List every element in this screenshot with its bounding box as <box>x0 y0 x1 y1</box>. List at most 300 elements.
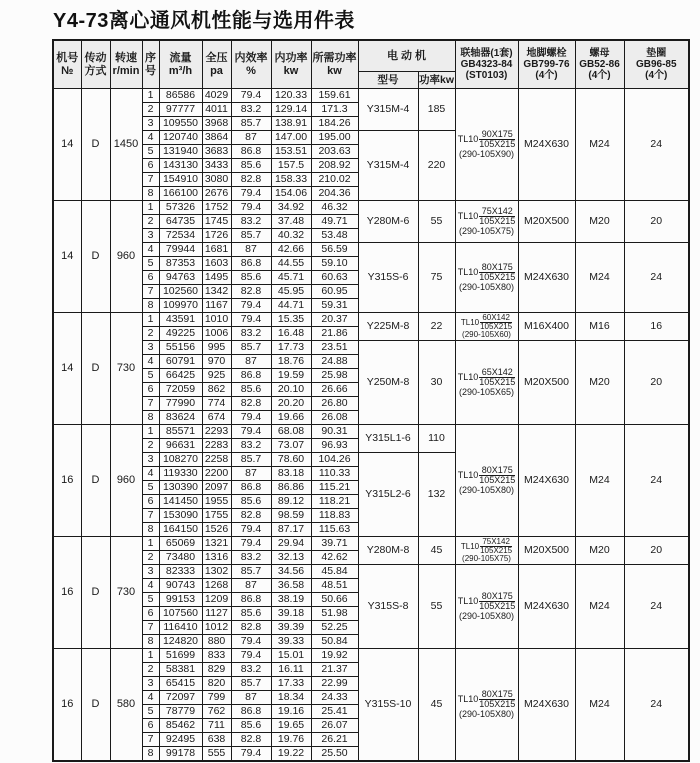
cell-efficiency: 86.8 <box>231 257 271 271</box>
cell-seq: 5 <box>142 257 159 271</box>
cell-internal-power: 18.34 <box>271 691 311 705</box>
cell-required-power: 118.83 <box>311 509 358 523</box>
cell-required-power: 195.00 <box>311 131 358 145</box>
col-nut: 螺母 GB52-86 (4个) <box>575 40 624 89</box>
cell-efficiency: 79.4 <box>231 425 271 439</box>
cell-pressure: 2676 <box>202 187 231 201</box>
cell-pressure: 762 <box>202 705 231 719</box>
cell-internal-power: 38.19 <box>271 593 311 607</box>
cell-pressure: 711 <box>202 719 231 733</box>
cell-seq: 8 <box>142 747 159 762</box>
cell-pressure: 4011 <box>202 103 231 117</box>
cell-internal-power: 19.65 <box>271 719 311 733</box>
cell-washer: 20 <box>624 341 689 425</box>
cell-nut: M24 <box>575 565 624 649</box>
table-row <box>53 201 689 215</box>
cell-motor-power: 185 <box>418 89 455 131</box>
cell-seq: 7 <box>142 621 159 635</box>
cell-seq: 2 <box>142 103 159 117</box>
cell-seq: 7 <box>142 397 159 411</box>
cell-flow: 49225 <box>159 327 202 341</box>
cell-required-power: 50.66 <box>311 593 358 607</box>
cell-motor-power: 220 <box>418 131 455 201</box>
cell-pressure: 1316 <box>202 551 231 565</box>
cell-required-power: 115.21 <box>311 481 358 495</box>
cell-efficiency: 85.6 <box>231 271 271 285</box>
cell-internal-power: 68.08 <box>271 425 311 439</box>
cell-internal-power: 19.22 <box>271 747 311 762</box>
cell-speed: 960 <box>110 425 142 537</box>
cell-seq: 3 <box>142 229 159 243</box>
cell-seq: 6 <box>142 495 159 509</box>
cell-flow: 166100 <box>159 187 202 201</box>
cell-speed: 1450 <box>110 89 142 201</box>
cell-efficiency: 87 <box>231 691 271 705</box>
cell-flow: 153090 <box>159 509 202 523</box>
cell-required-power: 52.25 <box>311 621 358 635</box>
cell-motor-power: 45 <box>418 537 455 565</box>
cell-motor-power: 45 <box>418 649 455 762</box>
cell-required-power: 26.80 <box>311 397 358 411</box>
cell-required-power: 25.50 <box>311 747 358 762</box>
cell-motor-power: 55 <box>418 201 455 243</box>
cell-internal-power: 120.33 <box>271 89 311 103</box>
cell-internal-power: 34.56 <box>271 565 311 579</box>
cell-efficiency: 87 <box>231 355 271 369</box>
cell-motor-model: Y250M-8 <box>358 341 418 425</box>
cell-internal-power: 20.20 <box>271 397 311 411</box>
cell-anchor-bolt: M20X500 <box>518 537 575 565</box>
cell-flow: 87353 <box>159 257 202 271</box>
cell-seq: 7 <box>142 173 159 187</box>
cell-seq: 7 <box>142 733 159 747</box>
cell-seq: 2 <box>142 551 159 565</box>
cell-motor-power: 30 <box>418 341 455 425</box>
cell-efficiency: 85.6 <box>231 719 271 733</box>
cell-efficiency: 85.6 <box>231 159 271 173</box>
cell-washer: 20 <box>624 537 689 565</box>
cell-flow: 55156 <box>159 341 202 355</box>
cell-pressure: 2293 <box>202 425 231 439</box>
cell-required-power: 56.59 <box>311 243 358 257</box>
cell-efficiency: 85.7 <box>231 453 271 467</box>
cell-efficiency: 79.4 <box>231 187 271 201</box>
cell-pressure: 1321 <box>202 537 231 551</box>
cell-required-power: 49.71 <box>311 215 358 229</box>
cell-seq: 3 <box>142 453 159 467</box>
cell-nut: M16 <box>575 313 624 341</box>
cell-efficiency: 83.2 <box>231 663 271 677</box>
cell-internal-power: 17.73 <box>271 341 311 355</box>
cell-efficiency: 85.7 <box>231 229 271 243</box>
cell-pressure: 674 <box>202 411 231 425</box>
cell-internal-power: 45.95 <box>271 285 311 299</box>
cell-internal-power: 16.48 <box>271 327 311 341</box>
cell-washer: 24 <box>624 89 689 201</box>
cell-seq: 4 <box>142 131 159 145</box>
cell-seq: 6 <box>142 719 159 733</box>
cell-pressure: 995 <box>202 341 231 355</box>
cell-washer: 24 <box>624 425 689 537</box>
cell-internal-power: 20.10 <box>271 383 311 397</box>
cell-pressure: 1755 <box>202 509 231 523</box>
cell-required-power: 118.21 <box>311 495 358 509</box>
cell-flow: 102560 <box>159 285 202 299</box>
cell-efficiency: 86.8 <box>231 145 271 159</box>
cell-flow: 72097 <box>159 691 202 705</box>
cell-pressure: 2258 <box>202 453 231 467</box>
cell-seq: 1 <box>142 649 159 663</box>
cell-seq: 1 <box>142 313 159 327</box>
cell-required-power: 210.02 <box>311 173 358 187</box>
cell-seq: 8 <box>142 299 159 313</box>
cell-seq: 5 <box>142 481 159 495</box>
cell-seq: 4 <box>142 691 159 705</box>
cell-flow: 124820 <box>159 635 202 649</box>
table-row <box>53 89 689 103</box>
cell-flow: 86586 <box>159 89 202 103</box>
cell-required-power: 23.51 <box>311 341 358 355</box>
cell-seq: 1 <box>142 537 159 551</box>
cell-pressure: 1302 <box>202 565 231 579</box>
cell-pressure: 862 <box>202 383 231 397</box>
cell-flow: 131940 <box>159 145 202 159</box>
cell-internal-power: 42.66 <box>271 243 311 257</box>
page-title: Y4-73离心通风机性能与选用件表 <box>53 10 355 32</box>
cell-pressure: 1726 <box>202 229 231 243</box>
cell-internal-power: 36.58 <box>271 579 311 593</box>
cell-pressure: 2097 <box>202 481 231 495</box>
cell-internal-power: 19.16 <box>271 705 311 719</box>
cell-flow: 79944 <box>159 243 202 257</box>
cell-internal-power: 19.66 <box>271 411 311 425</box>
cell-seq: 2 <box>142 439 159 453</box>
cell-seq: 8 <box>142 523 159 537</box>
cell-efficiency: 83.2 <box>231 327 271 341</box>
cell-seq: 2 <box>142 215 159 229</box>
table-row <box>53 313 689 327</box>
cell-pressure: 638 <box>202 733 231 747</box>
cell-internal-power: 15.35 <box>271 313 311 327</box>
cell-pressure: 1752 <box>202 201 231 215</box>
cell-machine-no: 16 <box>53 425 81 537</box>
cell-internal-power: 154.06 <box>271 187 311 201</box>
cell-machine-no: 14 <box>53 89 81 201</box>
cell-flow: 119330 <box>159 467 202 481</box>
cell-pressure: 970 <box>202 355 231 369</box>
cell-washer: 24 <box>624 565 689 649</box>
cell-flow: 120740 <box>159 131 202 145</box>
col-efficiency: 内效率 % <box>231 40 271 89</box>
cell-pressure: 4029 <box>202 89 231 103</box>
cell-anchor-bolt: M20X500 <box>518 201 575 243</box>
cell-efficiency: 83.2 <box>231 215 271 229</box>
cell-motor-power: 110 <box>418 425 455 453</box>
cell-seq: 5 <box>142 145 159 159</box>
cell-flow: 85571 <box>159 425 202 439</box>
cell-motor-model: Y315L1-6 <box>358 425 418 453</box>
cell-required-power: 46.32 <box>311 201 358 215</box>
cell-required-power: 19.92 <box>311 649 358 663</box>
cell-nut: M24 <box>575 243 624 313</box>
cell-required-power: 115.63 <box>311 523 358 537</box>
col-seq: 序 号 <box>142 40 159 89</box>
cell-required-power: 45.84 <box>311 565 358 579</box>
cell-required-power: 171.3 <box>311 103 358 117</box>
cell-efficiency: 79.4 <box>231 537 271 551</box>
cell-seq: 3 <box>142 341 159 355</box>
cell-pressure: 1342 <box>202 285 231 299</box>
cell-internal-power: 32.13 <box>271 551 311 565</box>
cell-required-power: 26.21 <box>311 733 358 747</box>
cell-coupling: TL10 $\frac{90X175}{105X215}$ (290-105X90) <box>455 89 518 201</box>
cell-coupling: TL10 $\frac{75X142}{105X215}$ (290-105X75) <box>455 201 518 243</box>
cell-seq: 5 <box>142 369 159 383</box>
col-washer: 垫圈 GB96-85 (4个) <box>624 40 689 89</box>
cell-required-power: 59.31 <box>311 299 358 313</box>
cell-drive-mode: D <box>81 89 110 201</box>
cell-efficiency: 82.8 <box>231 173 271 187</box>
cell-efficiency: 83.2 <box>231 103 271 117</box>
cell-seq: 5 <box>142 705 159 719</box>
cell-efficiency: 87 <box>231 131 271 145</box>
cell-internal-power: 98.59 <box>271 509 311 523</box>
cell-required-power: 60.63 <box>311 271 358 285</box>
cell-efficiency: 79.4 <box>231 411 271 425</box>
cell-seq: 6 <box>142 607 159 621</box>
cell-efficiency: 83.2 <box>231 551 271 565</box>
cell-washer: 24 <box>624 243 689 313</box>
cell-internal-power: 34.92 <box>271 201 311 215</box>
cell-pressure: 3968 <box>202 117 231 131</box>
cell-required-power: 26.08 <box>311 411 358 425</box>
cell-anchor-bolt: M20X500 <box>518 341 575 425</box>
cell-efficiency: 85.6 <box>231 495 271 509</box>
cell-washer: 24 <box>624 649 689 762</box>
cell-required-power: 59.10 <box>311 257 358 271</box>
cell-efficiency: 85.7 <box>231 341 271 355</box>
cell-pressure: 1681 <box>202 243 231 257</box>
cell-flow: 141450 <box>159 495 202 509</box>
cell-efficiency: 83.2 <box>231 439 271 453</box>
cell-flow: 108270 <box>159 453 202 467</box>
cell-flow: 65069 <box>159 537 202 551</box>
cell-required-power: 50.84 <box>311 635 358 649</box>
cell-required-power: 159.61 <box>311 89 358 103</box>
cell-required-power: 110.33 <box>311 467 358 481</box>
cell-motor-model: Y315L2-6 <box>358 453 418 537</box>
cell-motor-power: 75 <box>418 243 455 313</box>
cell-pressure: 880 <box>202 635 231 649</box>
cell-pressure: 1745 <box>202 215 231 229</box>
cell-flow: 109970 <box>159 299 202 313</box>
cell-motor-power: 22 <box>418 313 455 341</box>
cell-internal-power: 83.18 <box>271 467 311 481</box>
cell-pressure: 3864 <box>202 131 231 145</box>
cell-seq: 1 <box>142 89 159 103</box>
cell-seq: 2 <box>142 663 159 677</box>
cell-speed: 580 <box>110 649 142 762</box>
cell-seq: 8 <box>142 411 159 425</box>
cell-seq: 4 <box>142 355 159 369</box>
cell-nut: M20 <box>575 537 624 565</box>
cell-efficiency: 82.8 <box>231 397 271 411</box>
cell-pressure: 925 <box>202 369 231 383</box>
cell-machine-no: 16 <box>53 537 81 649</box>
cell-efficiency: 86.8 <box>231 593 271 607</box>
cell-flow: 78779 <box>159 705 202 719</box>
cell-seq: 8 <box>142 635 159 649</box>
cell-seq: 6 <box>142 383 159 397</box>
cell-flow: 73480 <box>159 551 202 565</box>
table-row <box>53 649 689 663</box>
cell-required-power: 208.92 <box>311 159 358 173</box>
cell-pressure: 1127 <box>202 607 231 621</box>
cell-seq: 1 <box>142 201 159 215</box>
cell-drive-mode: D <box>81 201 110 313</box>
cell-internal-power: 86.86 <box>271 481 311 495</box>
cell-internal-power: 138.91 <box>271 117 311 131</box>
cell-efficiency: 85.7 <box>231 117 271 131</box>
cell-flow: 99153 <box>159 593 202 607</box>
cell-required-power: 51.98 <box>311 607 358 621</box>
table-row <box>53 425 689 439</box>
col-drive-mode: 传动 方式 <box>81 40 110 89</box>
cell-seq: 4 <box>142 467 159 481</box>
cell-nut: M24 <box>575 89 624 201</box>
cell-seq: 7 <box>142 285 159 299</box>
cell-pressure: 1006 <box>202 327 231 341</box>
cell-motor-model: Y280M-8 <box>358 537 418 565</box>
cell-washer: 16 <box>624 313 689 341</box>
col-motor-model: 型号 <box>358 72 418 89</box>
cell-efficiency: 86.8 <box>231 705 271 719</box>
col-machine-no: 机号 № <box>53 40 81 89</box>
cell-flow: 90743 <box>159 579 202 593</box>
cell-efficiency: 82.8 <box>231 621 271 635</box>
cell-internal-power: 17.33 <box>271 677 311 691</box>
col-speed: 转速 r/min <box>110 40 142 89</box>
cell-machine-no: 14 <box>53 313 81 425</box>
cell-internal-power: 153.51 <box>271 145 311 159</box>
cell-efficiency: 79.4 <box>231 523 271 537</box>
cell-flow: 66425 <box>159 369 202 383</box>
cell-pressure: 1010 <box>202 313 231 327</box>
cell-anchor-bolt: M24X630 <box>518 565 575 649</box>
cell-motor-power: 132 <box>418 453 455 537</box>
cell-pressure: 1603 <box>202 257 231 271</box>
cell-drive-mode: D <box>81 425 110 537</box>
cell-pressure: 833 <box>202 649 231 663</box>
cell-efficiency: 85.7 <box>231 677 271 691</box>
cell-flow: 51699 <box>159 649 202 663</box>
cell-internal-power: 129.14 <box>271 103 311 117</box>
cell-efficiency: 79.4 <box>231 89 271 103</box>
cell-flow: 130390 <box>159 481 202 495</box>
cell-internal-power: 29.94 <box>271 537 311 551</box>
cell-flow: 77990 <box>159 397 202 411</box>
col-anchor-bolt: 地脚螺栓 GB799-76 (4个) <box>518 40 575 89</box>
cell-flow: 57326 <box>159 201 202 215</box>
cell-motor-model: Y315S-6 <box>358 243 418 313</box>
cell-efficiency: 79.4 <box>231 747 271 762</box>
cell-coupling: TL10 $\frac{60X142}{105X215}$ (290-105X60) <box>455 313 518 341</box>
cell-seq: 7 <box>142 509 159 523</box>
cell-required-power: 204.36 <box>311 187 358 201</box>
cell-seq: 5 <box>142 593 159 607</box>
cell-required-power: 96.93 <box>311 439 358 453</box>
table-row <box>53 341 689 355</box>
cell-flow: 143130 <box>159 159 202 173</box>
cell-efficiency: 86.8 <box>231 369 271 383</box>
cell-efficiency: 85.7 <box>231 565 271 579</box>
cell-required-power: 21.86 <box>311 327 358 341</box>
cell-required-power: 90.31 <box>311 425 358 439</box>
cell-speed: 730 <box>110 537 142 649</box>
cell-pressure: 2200 <box>202 467 231 481</box>
cell-internal-power: 39.39 <box>271 621 311 635</box>
cell-seq: 2 <box>142 327 159 341</box>
cell-seq: 4 <box>142 243 159 257</box>
cell-flow: 92495 <box>159 733 202 747</box>
cell-internal-power: 73.07 <box>271 439 311 453</box>
cell-efficiency: 85.6 <box>231 607 271 621</box>
cell-required-power: 22.99 <box>311 677 358 691</box>
cell-required-power: 104.26 <box>311 453 358 467</box>
cell-internal-power: 16.11 <box>271 663 311 677</box>
cell-coupling: TL10 $\frac{80X175}{105X215}$ (290-105X80) <box>455 565 518 649</box>
cell-motor-model: Y315M-4 <box>358 131 418 201</box>
cell-internal-power: 44.71 <box>271 299 311 313</box>
cell-motor-model: Y280M-6 <box>358 201 418 243</box>
cell-required-power: 60.95 <box>311 285 358 299</box>
cell-flow: 72059 <box>159 383 202 397</box>
cell-efficiency: 79.4 <box>231 649 271 663</box>
cell-nut: M24 <box>575 425 624 537</box>
cell-efficiency: 87 <box>231 579 271 593</box>
cell-required-power: 48.51 <box>311 579 358 593</box>
cell-flow: 107560 <box>159 607 202 621</box>
cell-internal-power: 40.32 <box>271 229 311 243</box>
cell-efficiency: 85.6 <box>231 383 271 397</box>
cell-required-power: 25.41 <box>311 705 358 719</box>
cell-seq: 4 <box>142 579 159 593</box>
cell-pressure: 3080 <box>202 173 231 187</box>
col-required-power: 所需功率 kw <box>311 40 358 89</box>
cell-required-power: 20.37 <box>311 313 358 327</box>
cell-speed: 960 <box>110 201 142 313</box>
cell-flow: 72534 <box>159 229 202 243</box>
cell-required-power: 25.98 <box>311 369 358 383</box>
cell-required-power: 24.88 <box>311 355 358 369</box>
cell-pressure: 820 <box>202 677 231 691</box>
cell-flow: 43591 <box>159 313 202 327</box>
cell-required-power: 39.71 <box>311 537 358 551</box>
cell-coupling: TL10 $\frac{65X142}{105X215}$ (290-105X65) <box>455 341 518 425</box>
cell-internal-power: 39.33 <box>271 635 311 649</box>
cell-flow: 82333 <box>159 565 202 579</box>
cell-internal-power: 39.18 <box>271 607 311 621</box>
cell-seq: 3 <box>142 117 159 131</box>
cell-efficiency: 79.4 <box>231 299 271 313</box>
col-internal-power: 内功率 kw <box>271 40 311 89</box>
cell-efficiency: 79.4 <box>231 201 271 215</box>
cell-anchor-bolt: M16X400 <box>518 313 575 341</box>
cell-anchor-bolt: M24X630 <box>518 649 575 762</box>
fan-selection-table <box>52 39 690 762</box>
cell-efficiency: 79.4 <box>231 635 271 649</box>
cell-motor-model: Y315S-10 <box>358 649 418 762</box>
